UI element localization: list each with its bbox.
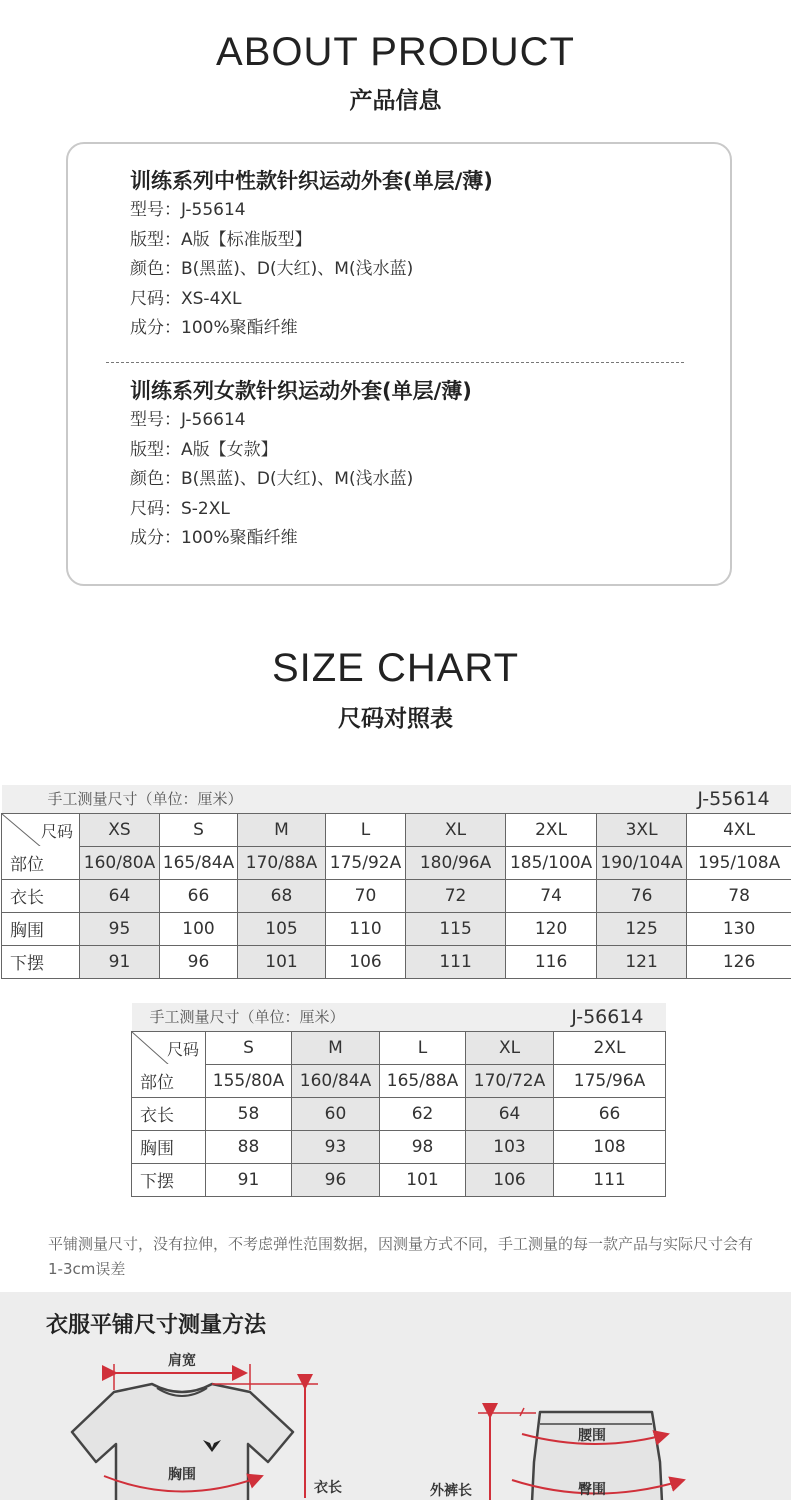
value-cell: 58 (206, 1097, 292, 1130)
value-cell: 111 (554, 1163, 666, 1196)
table-row (2, 912, 791, 945)
row-label: 下摆 (2, 945, 80, 978)
table-row (2, 879, 791, 912)
spec-cell: 190/104A (597, 846, 687, 879)
row-label: 胸围 (132, 1130, 206, 1163)
corner-size-label: 尺码 (166, 1039, 199, 1059)
size-header: 2XL (554, 1031, 666, 1064)
value-cell: 91 (206, 1163, 292, 1196)
value-cell: 64 (466, 1097, 554, 1130)
value-cell: 110 (326, 912, 406, 945)
size-header: XL (466, 1031, 554, 1064)
value-cell: 111 (406, 945, 506, 978)
size-chart-title-en: SIZE CHART (271, 646, 520, 690)
spec-cell: 160/80A (80, 846, 160, 879)
row-label: 衣长 (132, 1097, 206, 1130)
value-cell: 106 (466, 1163, 554, 1196)
value-cell: 125 (597, 912, 687, 945)
product-model: 型号：J-56614 (130, 410, 246, 430)
row-label: 衣长 (2, 879, 80, 912)
value-cell: 66 (160, 879, 238, 912)
size-header: S (206, 1031, 292, 1064)
value-cell: 60 (292, 1097, 380, 1130)
product-name: 训练系列中性款针织运动外套(单层/薄) (130, 169, 493, 193)
table-model: J-55614 (506, 785, 791, 813)
length-label: 衣长 (314, 1480, 342, 1496)
table-corner (132, 1031, 206, 1064)
value-cell: 126 (687, 945, 791, 978)
spec-cell: 160/84A (292, 1064, 380, 1097)
value-cell: 72 (406, 879, 506, 912)
corner-part-label: 部位 (2, 846, 80, 879)
size-header: XL (406, 813, 506, 846)
product-sizes: 尺码：XS-4XL (130, 288, 242, 309)
product-fit: 版型：A版【标准版型】 (130, 229, 312, 250)
shoulder-label: 肩宽 (168, 1353, 196, 1369)
about-title-en: ABOUT PRODUCT (216, 30, 575, 74)
size-header: M (292, 1031, 380, 1064)
product-name: 训练系列女款针织运动外套(单层/薄) (130, 379, 472, 403)
value-cell: 74 (506, 879, 597, 912)
product-fit: 版型：A版【女款】 (130, 439, 278, 460)
measure-diagram (0, 1292, 791, 1500)
table-row (132, 1130, 666, 1163)
value-cell: 96 (160, 945, 238, 978)
about-title-zh: 产品信息 (349, 88, 442, 114)
value-cell: 120 (506, 912, 597, 945)
spec-cell: 185/100A (506, 846, 597, 879)
table-caption: 手工测量尺寸（单位：厘米） (2, 785, 506, 813)
chest-label: 胸围 (168, 1467, 196, 1483)
value-cell: 62 (380, 1097, 466, 1130)
value-cell: 64 (80, 879, 160, 912)
measurement-note: 平铺测量尺寸，没有拉伸，不考虑弹性范围数据，因测量方式不同，手工测量的每一款产品与实际尺寸会有1-3cm误差 (48, 1235, 754, 1278)
product-info-box (66, 142, 732, 586)
value-cell: 105 (238, 912, 326, 945)
value-cell: 121 (597, 945, 687, 978)
spec-cell: 175/96A (554, 1064, 666, 1097)
measure-section (0, 1292, 791, 1500)
waist-label: 腰围 (578, 1428, 606, 1444)
product-colors: 颜色：B(黑蓝)、D(大红)、M(浅水蓝) (130, 259, 414, 279)
value-cell: 88 (206, 1130, 292, 1163)
spec-cell: 170/72A (466, 1064, 554, 1097)
value-cell: 93 (292, 1130, 380, 1163)
value-cell: 100 (160, 912, 238, 945)
table-row (2, 945, 791, 978)
value-cell: 108 (554, 1130, 666, 1163)
spec-cell: 170/88A (238, 846, 326, 879)
spec-cell: 155/80A (206, 1064, 292, 1097)
size-header: L (380, 1031, 466, 1064)
size-table-2 (131, 1003, 666, 1197)
value-cell: 95 (80, 912, 160, 945)
product-info-1 (130, 166, 493, 344)
corner-size-label: 尺码 (40, 821, 73, 841)
value-cell: 76 (597, 879, 687, 912)
value-cell: 66 (554, 1097, 666, 1130)
spec-cell: 195/108A (687, 846, 791, 879)
spec-cell: 165/84A (160, 846, 238, 879)
table-row (132, 1097, 666, 1130)
size-table-1 (1, 785, 791, 979)
value-cell: 91 (80, 945, 160, 978)
size-header: 4XL (687, 813, 791, 846)
product-info-2 (130, 376, 472, 554)
size-header: 2XL (506, 813, 597, 846)
value-cell: 101 (380, 1163, 466, 1196)
value-cell: 98 (380, 1130, 466, 1163)
value-cell: 103 (466, 1130, 554, 1163)
hip-label: 臀围 (578, 1482, 606, 1498)
product-sizes: 尺码：S-2XL (130, 498, 230, 519)
size-header: XS (80, 813, 160, 846)
value-cell: 96 (292, 1163, 380, 1196)
value-cell: 101 (238, 945, 326, 978)
value-cell: 106 (326, 945, 406, 978)
product-material: 成分：100%聚酯纤维 (130, 528, 298, 548)
size-header: S (160, 813, 238, 846)
product-colors: 颜色：B(黑蓝)、D(大红)、M(浅水蓝) (130, 469, 414, 489)
table-caption: 手工测量尺寸（单位：厘米） (132, 1003, 466, 1031)
row-label: 下摆 (132, 1163, 206, 1196)
product-model: 型号：J-55614 (130, 200, 246, 220)
size-header: 3XL (597, 813, 687, 846)
value-cell: 130 (687, 912, 791, 945)
measure-title: 衣服平铺尺寸测量方法 (46, 1313, 267, 1338)
spec-cell: 175/92A (326, 846, 406, 879)
value-cell: 70 (326, 879, 406, 912)
spec-cell: 165/88A (380, 1064, 466, 1097)
divider (106, 362, 684, 363)
product-material: 成分：100%聚酯纤维 (130, 318, 298, 338)
value-cell: 116 (506, 945, 597, 978)
table-row (132, 1163, 666, 1196)
outer-length-label: 外裤长 (430, 1483, 472, 1499)
table-corner (2, 813, 80, 846)
table-model: J-56614 (466, 1003, 666, 1031)
value-cell: 68 (238, 879, 326, 912)
row-label: 胸围 (2, 912, 80, 945)
corner-part-label: 部位 (132, 1064, 206, 1097)
spec-cell: 180/96A (406, 846, 506, 879)
size-header: M (238, 813, 326, 846)
value-cell: 78 (687, 879, 791, 912)
size-chart-title-zh: 尺码对照表 (338, 706, 453, 732)
size-header: L (326, 813, 406, 846)
value-cell: 115 (406, 912, 506, 945)
